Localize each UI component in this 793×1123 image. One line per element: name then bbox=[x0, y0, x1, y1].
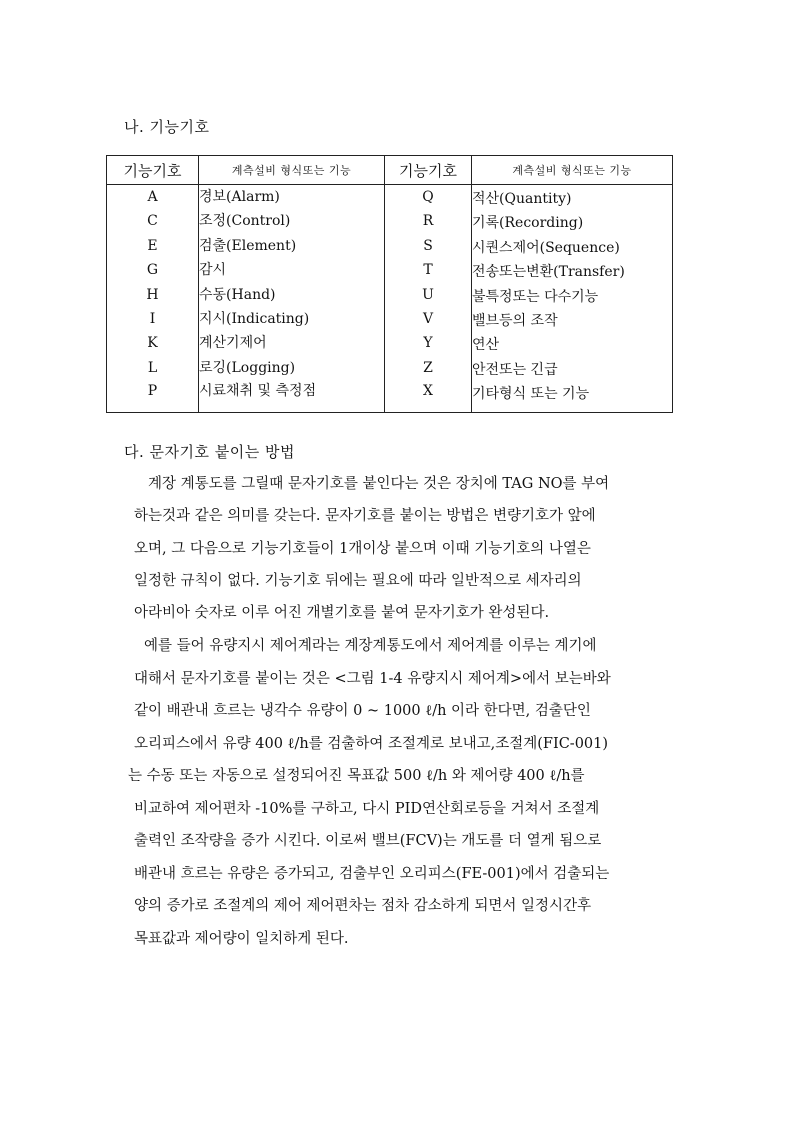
desc-cell: 로깅(Logging) bbox=[199, 359, 296, 376]
code-cell: Z bbox=[423, 359, 433, 376]
table-body-row bbox=[107, 185, 673, 413]
code-cell: X bbox=[423, 383, 433, 400]
desc-cell: 안전또는 긴급 bbox=[472, 361, 558, 378]
desc-cell: 전송또는변환(Transfer) bbox=[472, 264, 625, 281]
body-line: 같이 배관내 흐르는 냉각수 유량이 0 ~ 1000 ℓ/h 이라 한다면, 검출단인 bbox=[134, 703, 591, 719]
left-desc-column bbox=[199, 185, 385, 413]
desc-cell: 시퀀스제어(Sequence) bbox=[472, 239, 620, 256]
desc-cell: 연산 bbox=[472, 337, 500, 354]
code-cell: T bbox=[423, 262, 433, 279]
desc-cell: 수동(Hand) bbox=[199, 286, 276, 303]
body-line: 는 수동 또는 자동으로 설정되어진 목표값 500 ℓ/h 와 제어량 400 ℓ/h를 bbox=[128, 768, 585, 784]
desc-cell: 시료채취 및 측정점 bbox=[199, 383, 317, 400]
desc-cell: 계산기제어 bbox=[199, 335, 267, 352]
desc-cell: 밸브등의 조작 bbox=[472, 312, 558, 329]
desc-cell: 기타형식 또는 기능 bbox=[472, 386, 590, 403]
desc-cell: 지시(Indicating) bbox=[199, 310, 310, 327]
desc-cell: 조정(Control) bbox=[199, 213, 291, 230]
code-cell: E bbox=[147, 237, 158, 254]
code-cell: H bbox=[146, 286, 159, 303]
body-line: 오며, 그 다음으로 기능기호들이 1개이상 붙으며 이때 기능기호의 나열은 bbox=[134, 541, 591, 557]
code-cell: I bbox=[149, 310, 156, 327]
body-line: 아라비아 숫자로 이루 어진 개별기호를 붙여 문자기호가 완성된다. bbox=[134, 605, 550, 621]
header-code-right: 기능기호 bbox=[385, 156, 472, 185]
body-line: 양의 증가로 조절계의 제어 제어편차는 점차 감소하게 되면서 일정시간후 bbox=[134, 898, 592, 914]
header-desc-left: 계측설비 형식또는 기능 bbox=[199, 156, 385, 185]
code-cell: U bbox=[422, 286, 434, 303]
desc-cell: 검출(Element) bbox=[199, 237, 297, 254]
code-cell: G bbox=[146, 262, 159, 279]
body-line: 대해서 문자기호를 붙이는 것은 <그림 1-4 유량지시 제어계>에서 보는바와 bbox=[134, 671, 611, 687]
header-desc-right: 계측설비 형식또는 기능 bbox=[472, 156, 673, 185]
code-cell: Y bbox=[423, 335, 433, 352]
body-line: 하는것과 같은 의미를 갖는다. 문자기호를 붙이는 방법은 변량기호가 앞에 bbox=[134, 508, 596, 524]
code-cell: Q bbox=[422, 189, 434, 205]
body-line: 계장 계통도를 그릴때 문자기호를 붙인다는 것은 장치에 TAG NO를 부여 bbox=[148, 476, 610, 492]
body-paragraphs bbox=[128, 472, 689, 962]
body-line: 비교하여 제어편차 -10%를 구하고, 다시 PID연산회로등을 거쳐서 조절계 bbox=[134, 801, 600, 817]
body-line: 목표값과 제어량이 일치하게 된다. bbox=[134, 931, 349, 947]
desc-cell: 기록(Recording) bbox=[472, 215, 584, 232]
body-line: 일정한 규칙이 없다. 기능기호 뒤에는 필요에 따라 일반적으로 세자리의 bbox=[134, 573, 582, 589]
code-cell: V bbox=[422, 310, 434, 327]
header-code-left: 기능기호 bbox=[107, 156, 199, 185]
code-cell: A bbox=[147, 189, 158, 205]
code-cell: S bbox=[423, 237, 433, 254]
body-line: 배관내 흐르는 유량은 증가되고, 검출부인 오리피스(FE-001)에서 검출되는 bbox=[134, 866, 610, 882]
desc-cell: 불특정또는 다수기능 bbox=[472, 288, 599, 305]
body-line: 출력인 조작량을 증가 시킨다. 이로써 밸브(FCV)는 개도를 더 열게 됨으로 bbox=[134, 833, 602, 849]
right-desc-column bbox=[472, 185, 673, 413]
code-cell: K bbox=[147, 335, 158, 352]
body-line: 예를 들어 유량지시 제어계라는 계장계통도에서 제어계를 이루는 계기에 bbox=[144, 638, 597, 654]
code-cell: C bbox=[147, 213, 158, 230]
code-cell: P bbox=[147, 383, 158, 400]
desc-cell: 적산(Quantity) bbox=[472, 191, 572, 207]
left-code-column bbox=[107, 185, 199, 413]
desc-cell: 경보(Alarm) bbox=[199, 189, 280, 205]
table-header-row bbox=[107, 156, 673, 185]
section-heading-function-symbols: 나. 기능기호 bbox=[124, 118, 210, 136]
section-heading-lettering-method: 다. 문자기호 붙이는 방법 bbox=[124, 443, 295, 461]
code-cell: R bbox=[422, 213, 434, 230]
right-code-column bbox=[385, 185, 472, 413]
desc-cell: 감시 bbox=[199, 262, 227, 279]
function-symbol-table bbox=[106, 155, 673, 413]
code-cell: L bbox=[147, 359, 158, 376]
body-line: 오리피스에서 유량 400 ℓ/h를 검출하여 조절계로 보내고,조절계(FIC-001) bbox=[134, 736, 609, 752]
